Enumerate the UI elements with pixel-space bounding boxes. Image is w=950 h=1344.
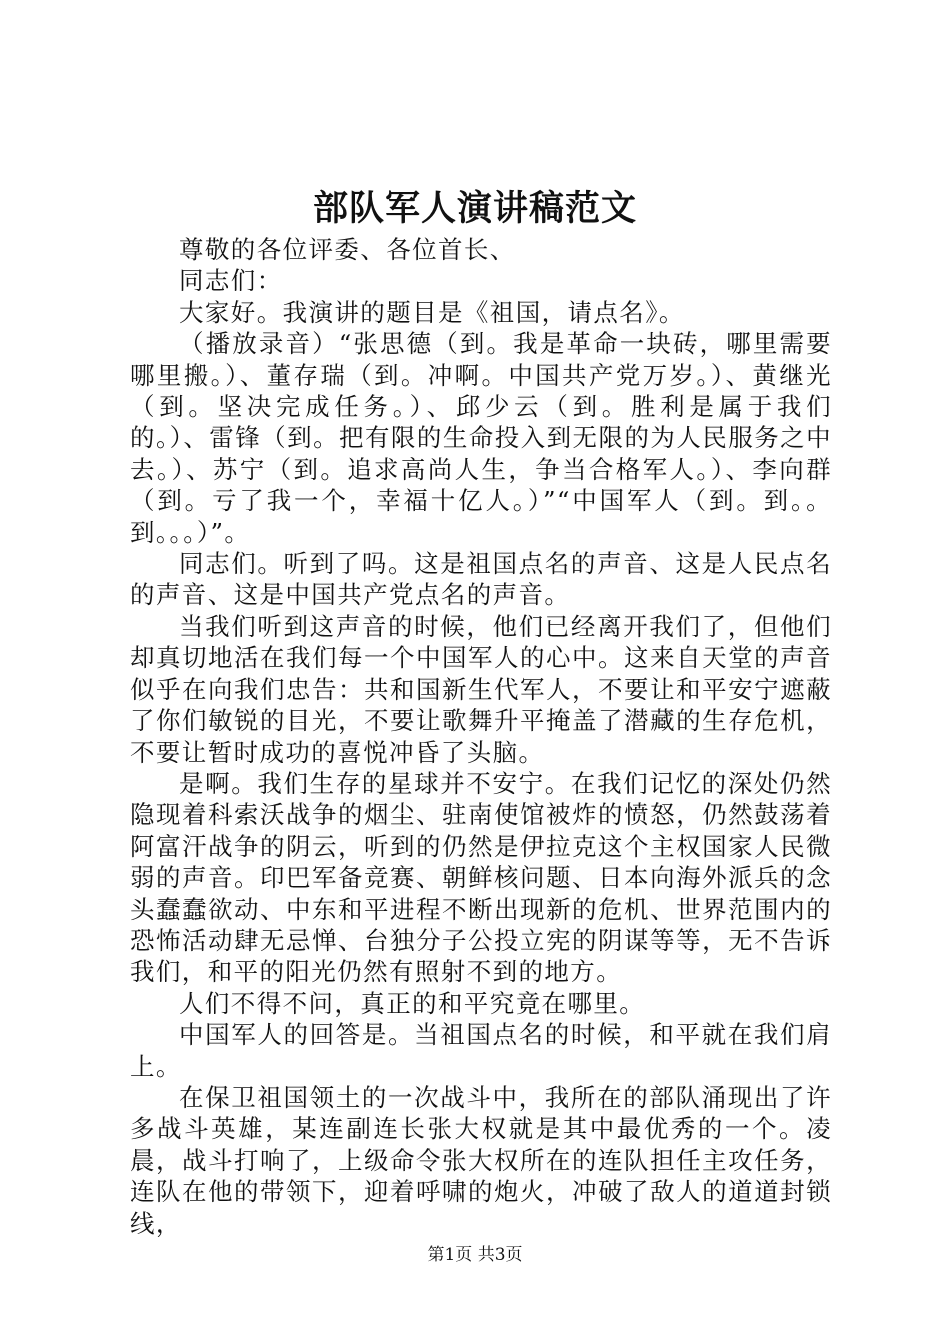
paragraph-battle-story: 在保卫祖国领土的一次战斗中，我所在的部队涌现出了许多战斗英雄，某连副连长张大权就是其中最优秀的一个。凌晨，战斗打响了，上级命令张大权所在的连队担任主攻任务，连队在他的带领下，迎着呼啸的炮火，冲破了敌人的道道封锁线， <box>130 1082 832 1238</box>
paragraph-voices: 同志们。听到了吗。这是祖国点名的声音、这是人民点名的声音、这是中国共产党点名的声音。 <box>130 549 832 610</box>
page-footer: 第1页 共3页 <box>427 1245 523 1265</box>
paragraph-salutation: 尊敬的各位评委、各位首长、 <box>179 235 516 264</box>
paragraph-world-situation: 是啊。我们生存的星球并不安宁。在我们记忆的深处仍然隐现着科索沃战争的烟尘、驻南使馆被炸的愤怒，仍然鼓荡着阿富汗战争的阴云，听到的仍然是伊拉克这个主权国家人民微弱的声音。印巴军备竞赛、朝鲜核问题、日本向海外派兵的念头蠢蠢欲动、中东和平进程不断出现新的危机、世界范围内的恐怖活动肆无忌惮、台独分子公投立宪的阴谋等等，无不告诉我们，和平的阳光仍然有照射不到的地方。 <box>130 768 832 987</box>
document-body <box>130 234 832 1239</box>
document-title: 部队军人演讲稿范文 <box>312 188 637 229</box>
paragraph-comrades: 同志们： <box>179 266 283 296</box>
paragraph-answer: 中国军人的回答是。当祖国点名的时候，和平就在我们肩上。 <box>130 1020 832 1081</box>
paragraph-roll-call: （播放录音）“张思德（到。我是革命一块砖，哪里需要哪里搬。）、董存瑞（到。冲啊。中国共产党万岁。）、黄继光（到。坚决完成任务。）、邱少云（到。胜利是属于我们的。）、雷锋（到。把有限的生命投入到无限的为人民服务之中去。）、苏宁（到。追求高尚人生，争当合格军人。）、李向群（到。亏了我一个，幸福十亿人。）”“中国军人（到。到。。到。。。）”。 <box>130 329 832 547</box>
paragraph-heaven-voice: 当我们听到这声音的时候，他们已经离开我们了，但他们却真切地活在我们每一个中国军人的心中。这来自天堂的声音似乎在向我们忠告：共和国新生代军人，不要让和平安宁遮蔽了你们敏锐的目光，不要让歌舞升平掩盖了潜藏的生存危机，不要让暂时成功的喜悦冲昏了头脑。 <box>130 611 832 767</box>
paragraph-question: 人们不得不问，真正的和平究竟在哪里。 <box>179 988 646 1018</box>
paragraph-greeting: 大家好。我演讲的题目是《祖国，请点名》。 <box>179 297 685 327</box>
